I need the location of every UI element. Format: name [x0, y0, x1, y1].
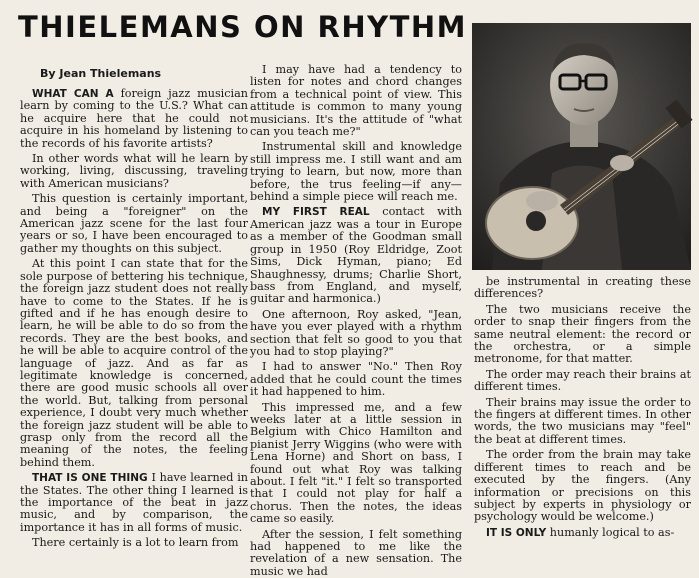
column-1: [20, 87, 248, 550]
paragraph-text: At this point I can state that for the sole purpose of bettering his technique, the foreign jazz student does not really have to come to the States. If he is gifted and if he has enough desire to learn, he will be able to do so from the records. They are the best books, and he will be able to acquire control of the language of jazz. And as far as legitimate knowledge is concerned, there are good music schools all over the world. But, talking from personal experience, I doubt very much whether the foreign jazz student will be able to grasp only from the record all the meaning of the notes, the feeling behind them.: [20, 257, 248, 469]
paragraph-text: The order may reach their brains at different times.: [474, 367, 691, 394]
column-3: [474, 275, 691, 539]
paragraph-text: This impressed me, and a few weeks later at a little session in Belgium with Chico Hamilton and pianist Jerry Wiggins (who were with Lena Horne) and Short on bass, I found out what Roy was talking about. I felt "it." I felt so transported that I could not play for half a chorus. Then the notes, the ideas came so easily.: [250, 400, 462, 526]
paragraph-text: contact with American jazz was a tour in Europe as a member of the Goodman small group in 1950 (Roy Eldridge, Zoot Sims, Dick Hyman, piano; Ed Shaughnessy, drums; Charlie Short, bass from England, and myself, guitar and harmonica.): [250, 205, 462, 306]
paragraph: [474, 397, 691, 447]
paragraph-lead: THAT IS ONE THING: [32, 472, 148, 485]
paragraph: [20, 472, 248, 534]
paragraph: [20, 258, 248, 469]
paragraph: [250, 141, 462, 203]
paragraph: [250, 64, 462, 138]
photo-musician-with-guitar: [472, 23, 691, 270]
paragraph-text: This question is certainly important, and being a "foreigner" on the American jazz scene for the last four years or so, I have been encouraged to gather my thoughts on this subject.: [20, 192, 248, 255]
paragraph: [20, 88, 248, 150]
column-2: [250, 63, 462, 578]
paragraph-text: humanly logical to as-: [546, 525, 675, 539]
paragraph-lead: MY FIRST REAL: [262, 206, 370, 219]
paragraph-text: The order from the brain may take different times to reach and be executed by the fingers. (Any information or precisions on this subject by experts in physiology or psychology would be welcome.): [474, 448, 691, 524]
paragraph: [474, 449, 691, 523]
paragraph: [250, 402, 462, 526]
paragraph: [250, 309, 462, 359]
paragraph-lead: IT IS ONLY: [486, 526, 547, 539]
paragraph: [474, 276, 691, 301]
byline: By Jean Thielemans: [40, 67, 162, 80]
paragraph: [250, 361, 462, 398]
paragraph: [250, 529, 462, 578]
paragraph-text: be instrumental in creating these differences?: [474, 275, 691, 301]
paragraph: [250, 206, 462, 305]
paragraph: [20, 193, 248, 255]
paragraph-text: The two musicians receive the order to snap their fingers from the same neutral element: the record or the orchestra, or a simple metronome, for that matter.: [474, 302, 691, 366]
paragraph-text: Instrumental skill and knowledge still impress me. I still want and am trying to learn, but now, more than before, the trus feeling—if any—behind a simple piece will reach me.: [250, 140, 462, 204]
paragraph-text: I had to answer "No." Then Roy added that he could count the times it had happened to him.: [250, 360, 462, 399]
musician-photo-illustration: [472, 23, 691, 270]
paragraph-text: After the session, I felt something had happened to me like the revelation of a new sensation. The music we had: [250, 527, 462, 578]
paragraph-text: foreign jazz musician learn by coming to the U.S.? What can he acquire here that he could not acquire in his homeland by listening to the records of his favorite artists?: [20, 87, 248, 150]
paragraph-text: In other words what will he learn by working, living, discussing, traveling with American musicians?: [20, 152, 248, 190]
article-title: THIELEMANS ON RHYTHM: [18, 10, 468, 44]
paragraph-text: One afternoon, Roy asked, "Jean, have you ever played with a rhythm section that felt so good to you that you had to stop playing?": [250, 307, 462, 358]
paragraph: [474, 304, 691, 366]
paragraph-text: I may have had a tendency to listen for notes and chord changes from a technical point of view. This attitude is common to many young musicians. It's the attitude of "what can you teach me?": [250, 63, 462, 139]
paragraph-lead: WHAT CAN A: [32, 88, 114, 100]
paragraph-text: There certainly is a lot to learn from: [32, 536, 239, 550]
paragraph: [474, 527, 691, 539]
paragraph: [20, 537, 248, 549]
paragraph: [20, 153, 248, 190]
paragraph-text: I have learned in the States. The other thing I learned is the importance of the beat in jazz music, and by comparison, the importance it has in all forms of music.: [20, 471, 248, 534]
paragraph-text: Their brains may issue the order to the fingers at different times. In other words, the two musicians may "feel" the beat at different times.: [474, 395, 691, 446]
paragraph: [474, 369, 691, 394]
